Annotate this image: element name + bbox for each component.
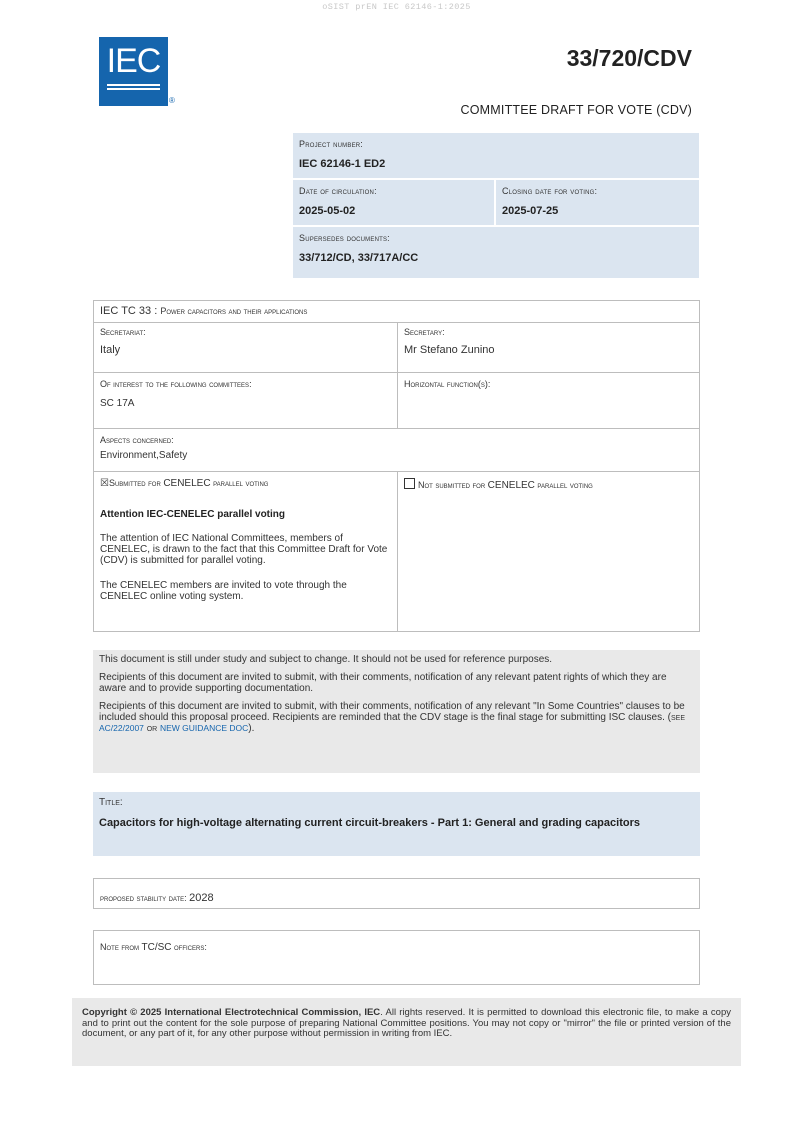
notice-paragraph-3 — [99, 701, 694, 734]
secretary-cell — [397, 323, 699, 372]
watermark: oSIST prEN IEC 62146-1:2025 — [322, 2, 471, 12]
stability-date-value: 2028 — [189, 892, 214, 904]
aspects-cell — [94, 429, 699, 471]
committee-table — [93, 300, 700, 632]
not-submitted-pre: Not submitted for — [418, 480, 488, 490]
not-submitted-cenelec: CENELEC — [487, 480, 535, 491]
interest-label: Of interest to the following committees: — [100, 379, 252, 389]
interest-value: SC 17A — [100, 398, 135, 409]
horizontal-label: Horizontal function(s): — [404, 379, 491, 389]
closing-date-value: 2025-07-25 — [502, 205, 559, 217]
unchecked-checkbox-icon[interactable] — [404, 478, 415, 489]
project-number-label: Project number: — [299, 139, 364, 149]
aspects-label: Aspects concerned: — [100, 435, 174, 445]
registered-mark: ® — [169, 96, 175, 105]
secretary-value: Mr Stefano Zunino — [404, 344, 495, 356]
notice-paragraph-3-text: Recipients of this document are invited to submit, with their comments, notification of any relevant "In Some Countries" clauses to be included should this proposal proceed. Recipients are reminded that the CDV stage is the final stage for submitting ISC clauses. ( — [99, 701, 685, 723]
secretariat-value: Italy — [100, 344, 121, 356]
committee-name: Power capacitors and their applications — [160, 306, 308, 316]
attention-title: Attention IEC-CENELEC parallel voting — [100, 509, 286, 520]
ac-22-2007-link[interactable]: AC/22/2007 — [99, 723, 144, 733]
project-number-value: IEC 62146-1 ED2 — [299, 158, 386, 170]
supersedes-value: 33/712/CD, 33/717A/CC — [299, 252, 419, 264]
notice-or: or — [146, 723, 158, 734]
document-title: Capacitors for high-voltage alternating current circuit-breakers - Part 1: General and grading capacitors — [99, 817, 640, 829]
stability-date-box — [93, 878, 700, 909]
committee-prefix: IEC TC 33 : — [100, 305, 161, 317]
horizontal-cell — [397, 373, 699, 428]
circulation-date-value: 2025-05-02 — [299, 205, 356, 217]
not-submitted-cell — [397, 472, 699, 631]
committee-row — [94, 301, 699, 322]
submitted-option[interactable] — [100, 478, 391, 489]
secretariat-label: Secretariat: — [100, 327, 146, 337]
iec-logo — [99, 37, 168, 106]
note-label-post: officers: — [171, 942, 207, 952]
submitted-pre: Submitted for — [108, 478, 164, 488]
notice-paragraph-1: This document is still under study and subject to change. It should not be used for reference purposes. — [99, 654, 553, 665]
secretariat-cell — [94, 323, 397, 372]
document-type: COMMITTEE DRAFT FOR VOTE (CDV) — [460, 103, 692, 117]
closing-date-cell — [496, 180, 699, 225]
title-label: Title: — [99, 797, 123, 808]
not-submitted-post: parallel voting — [534, 480, 593, 490]
aspects-value: Environment,Safety — [100, 450, 188, 461]
submitted-cenelec: CENELEC — [163, 478, 211, 489]
notice-paragraph-2: Recipients of this document are invited to submit, with their comments, notification of any relevant patent rights of which they are aware and to provide supporting documentation. — [99, 672, 667, 694]
attention-paragraph-1: The attention of IEC National Committees, members of CENELEC, is drawn to the fact that this Committee Draft for Vote (CDV) is submitted for parallel voting. — [100, 533, 388, 566]
logo-lines — [107, 84, 160, 92]
submitted-cell — [94, 472, 397, 631]
copyright-text: . All rights reserved. It is permitted to download this electronic file, to make a copy and to print out the content for the sole purpose of preparing National Committee positions. You may not copy or "mirror" the file or printed version of the document, or any part of it, for any other purpose without permission in writing from IEC. — [82, 1007, 731, 1039]
note-label-pre: Note from — [100, 942, 142, 952]
not-submitted-option[interactable] — [404, 478, 693, 491]
notice-see: see — [670, 712, 685, 723]
note-label-tcsc: TC/SC — [141, 942, 172, 953]
notice-panel — [93, 650, 700, 773]
project-info-panel — [293, 133, 699, 278]
copyright-notice — [72, 998, 741, 1066]
supersedes-label: Supersedes documents: — [299, 233, 390, 243]
copyright-bold: Copyright © 2025 International Electrotechnical Commission, IEC — [82, 1007, 381, 1018]
interest-cell — [94, 373, 397, 428]
logo-text: IEC — [106, 42, 161, 80]
notice-end: ). — [248, 723, 255, 734]
attention-paragraph-2: The CENELEC members are invited to vote through the CENELEC online voting system. — [100, 580, 347, 602]
document-number: 33/720/CDV — [566, 45, 692, 71]
new-guidance-doc-link[interactable]: NEW GUIDANCE DOC — [159, 723, 249, 733]
project-number-cell — [293, 133, 699, 178]
secretary-label: Secretary: — [404, 327, 445, 337]
supersedes-cell — [293, 227, 699, 278]
submitted-post: parallel voting — [210, 478, 269, 488]
title-panel — [93, 792, 700, 856]
checked-checkbox-icon[interactable]: ☒ — [100, 478, 109, 489]
stability-date-label: proposed stability date: — [100, 893, 190, 903]
circulation-date-label: Date of circulation: — [299, 186, 377, 196]
note-box — [93, 930, 700, 985]
circulation-date-cell — [293, 180, 494, 225]
closing-date-label: Closing date for voting: — [502, 186, 598, 196]
